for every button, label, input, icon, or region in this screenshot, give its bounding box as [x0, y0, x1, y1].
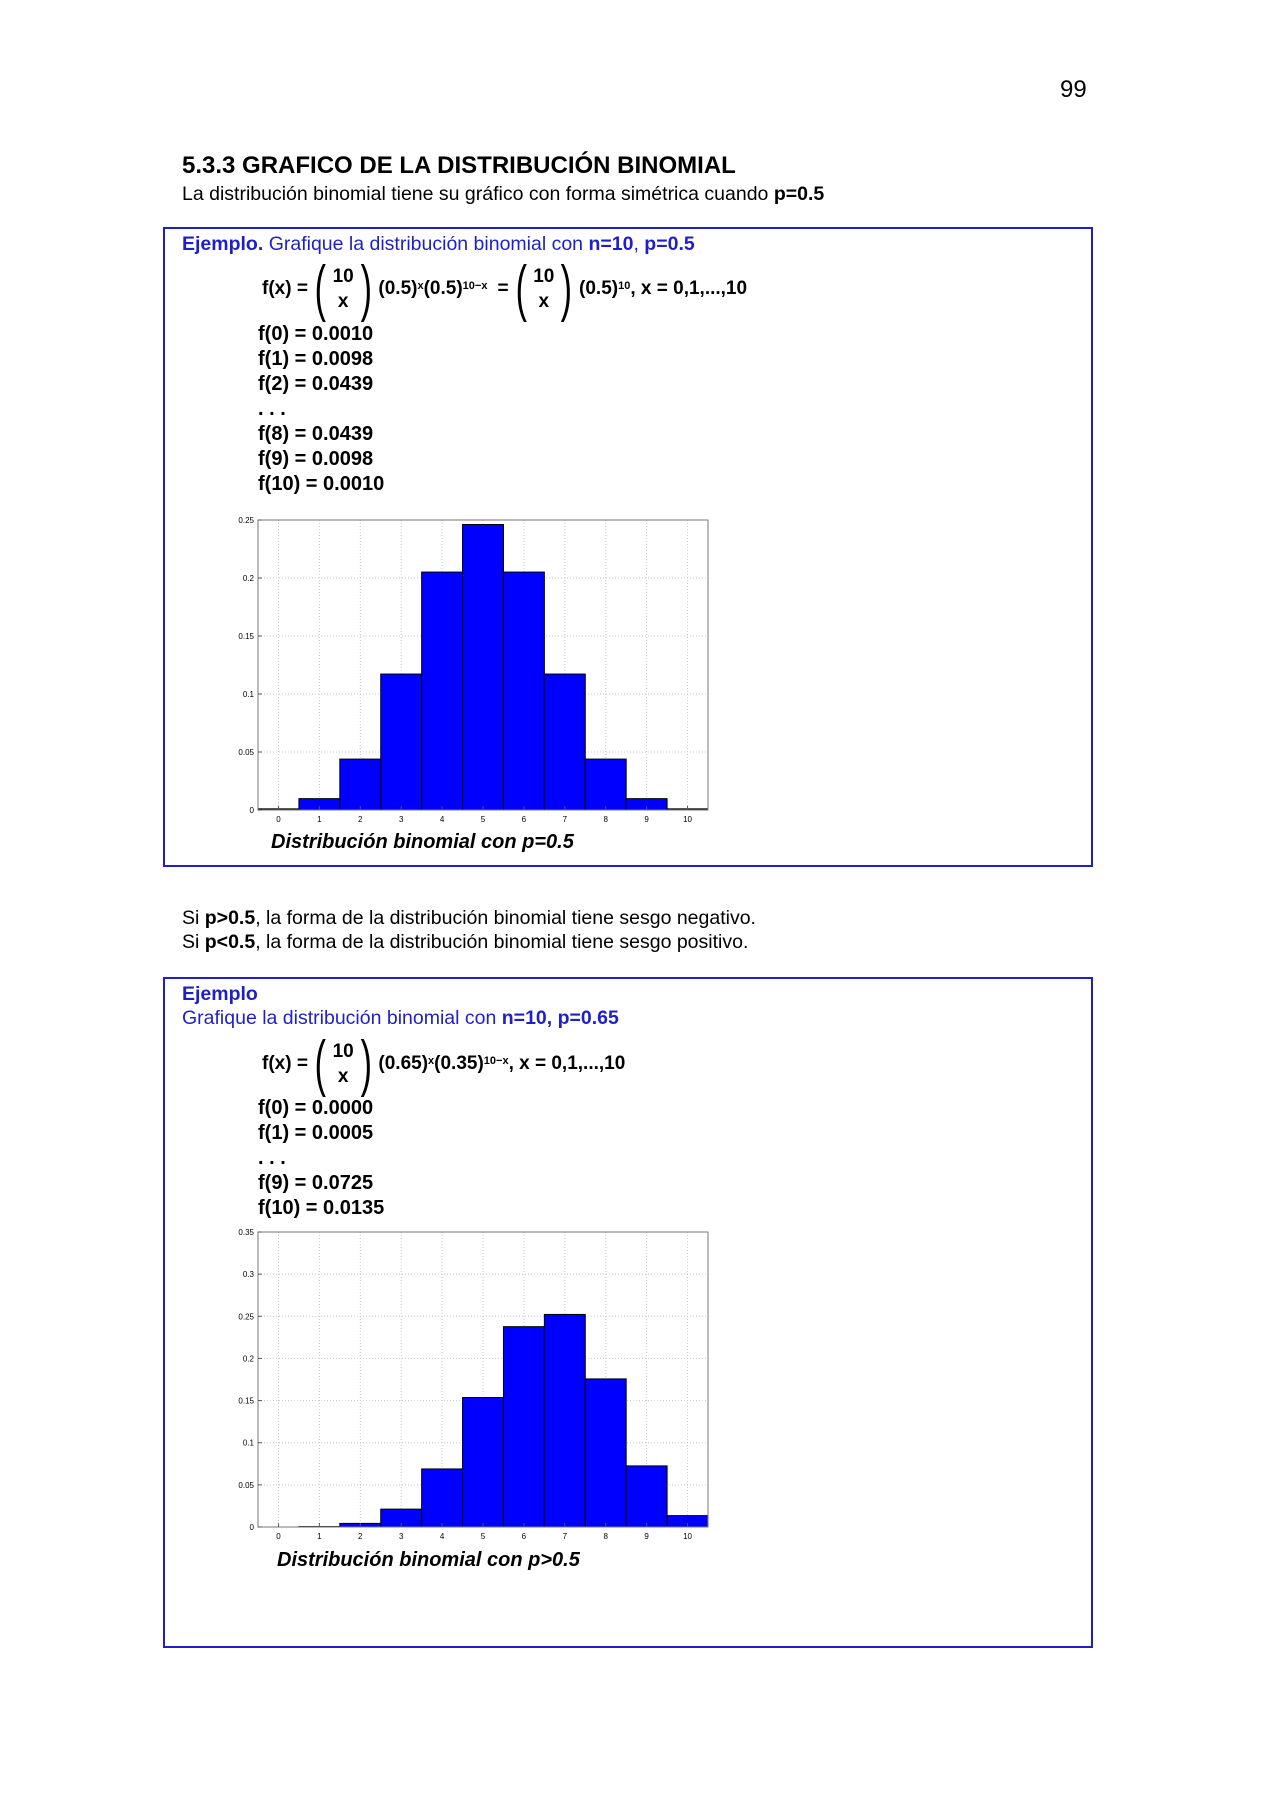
- skew2-b: p<0.5: [204, 931, 256, 953]
- bar-3: [381, 674, 422, 810]
- skew1-a: Si: [182, 907, 205, 929]
- value-line: f(9) = 0.0098: [258, 448, 374, 470]
- formula-exp1: x: [417, 280, 424, 292]
- y-tick-label: 0.05: [238, 748, 254, 757]
- binomial-coefficient: ( 10 x ): [314, 254, 372, 323]
- value-line: . . .: [258, 1147, 286, 1169]
- section-title: 5.3.3 GRAFICO DE LA DISTRIBUCIÓN BINOMIAL: [182, 152, 736, 179]
- y-tick-label: 0.2: [242, 1354, 254, 1364]
- page-number: 99: [1060, 76, 1087, 103]
- binom-top: 10: [332, 266, 354, 287]
- x-tick-label: 1: [317, 1532, 322, 1541]
- y-tick-label: 0: [249, 1523, 254, 1532]
- bar-9: [626, 1466, 667, 1527]
- x-tick-label: 5: [480, 1532, 486, 1541]
- x-tick-label: 3: [398, 815, 404, 824]
- example1-text: Grafique la distribución binomial con: [263, 233, 589, 255]
- x-tick-label: 5: [480, 815, 486, 824]
- bar-4: [422, 1469, 463, 1527]
- x-tick-label: 10: [683, 815, 692, 824]
- x-tick-label: 0: [276, 1532, 281, 1541]
- formula-term1: (0.5): [378, 278, 418, 299]
- example2-text: Grafique la distribución binomial con: [182, 1007, 502, 1029]
- y-tick-label: 0.05: [238, 1480, 254, 1490]
- example2-np: n=10, p=0.65: [501, 1007, 619, 1029]
- formula2-term2: (0.35): [434, 1053, 484, 1074]
- example1-label: Ejemplo.: [182, 233, 264, 255]
- bar-4: [422, 572, 463, 810]
- y-tick-label: 0.2: [242, 574, 254, 583]
- value-line: f(10) = 0.0135: [258, 1197, 385, 1219]
- binom-bottom: x: [337, 291, 349, 312]
- example2-caption: Distribución binomial con p>0.5: [277, 1549, 580, 1571]
- example1-n: n=10: [588, 233, 634, 255]
- intro-text: La distribución binomial tiene su gráfico con forma simétrica cuando: [182, 183, 774, 205]
- formula-term2: (0.5): [423, 278, 463, 299]
- formula-exp3: 10: [618, 280, 631, 292]
- x-tick-label: 7: [562, 1532, 568, 1541]
- bar-7: [544, 1314, 585, 1527]
- y-tick-label: 0.1: [242, 1438, 254, 1448]
- x-tick-label: 8: [603, 815, 608, 824]
- x-tick-label: 2: [358, 1532, 363, 1541]
- value-line: f(2) = 0.0439: [258, 373, 374, 395]
- skew1-c: , la forma de la distribución binomial tiene sesgo negativo.: [255, 907, 756, 929]
- formula2-tail: , x = 0,1,...,10: [508, 1053, 626, 1074]
- y-tick-label: 0.35: [238, 1228, 254, 1237]
- value-line: . . .: [258, 398, 286, 420]
- formula-eq: =: [497, 278, 509, 299]
- formula-term3: (0.5): [579, 278, 619, 299]
- bar-6: [503, 572, 544, 810]
- y-tick-label: 0.1: [242, 690, 254, 699]
- x-tick-label: 6: [521, 1532, 527, 1541]
- example2-label: Ejemplo: [182, 983, 258, 1005]
- value-line: f(0) = 0.0000: [258, 1097, 374, 1119]
- example2-heading: [182, 1007, 619, 1030]
- x-tick-label: 9: [644, 1532, 649, 1541]
- section-intro: [182, 183, 824, 206]
- value-line: f(8) = 0.0439: [258, 423, 374, 445]
- x-tick-label: 1: [317, 815, 322, 824]
- binomial-chart-p05: [228, 508, 718, 833]
- formula2-lhs: f(x) =: [262, 1053, 308, 1074]
- x-tick-label: 4: [439, 815, 445, 824]
- y-tick-label: 0.25: [238, 1312, 254, 1322]
- formula-tail: , x = 0,1,...,10: [630, 278, 748, 299]
- bar-8: [585, 759, 626, 810]
- x-tick-label: 9: [644, 815, 649, 824]
- formula-lhs: f(x) =: [262, 278, 308, 299]
- skew2-c: , la forma de la distribución binomial tiene sesgo positivo.: [255, 931, 749, 953]
- x-tick-label: 2: [358, 815, 363, 824]
- skew-line-1: [182, 907, 756, 930]
- formula2-exp2: 10−x: [483, 1055, 509, 1067]
- binom-bottom-2: x: [538, 291, 550, 312]
- value-line: f(10) = 0.0010: [258, 473, 385, 495]
- bar-8: [585, 1379, 626, 1527]
- y-tick-label: 0.25: [238, 516, 254, 525]
- x-tick-label: 3: [398, 1532, 404, 1541]
- y-tick-label: 0.15: [238, 1396, 254, 1406]
- x-tick-label: 4: [439, 1532, 445, 1541]
- y-tick-label: 0.15: [238, 632, 254, 641]
- x-tick-label: 8: [603, 1532, 608, 1541]
- x-tick-label: 6: [521, 815, 527, 824]
- value-line: f(9) = 0.0725: [258, 1172, 374, 1194]
- formula2-term1: (0.65): [378, 1053, 429, 1074]
- example1-comma: ,: [633, 233, 645, 255]
- example2-formula: [262, 1029, 626, 1098]
- value-line: f(0) = 0.0010: [258, 323, 374, 345]
- value-line: f(1) = 0.0005: [258, 1122, 374, 1144]
- example1-caption: Distribución binomial con p=0.5: [271, 831, 574, 853]
- bar-2: [340, 759, 381, 810]
- y-tick-label: 0: [249, 806, 254, 815]
- bar-5: [463, 1398, 504, 1527]
- binomial-coefficient-3: ( 10 x ): [314, 1029, 372, 1098]
- intro-bold: p=0.5: [773, 183, 825, 205]
- bar-5: [463, 525, 504, 810]
- x-tick-label: 10: [683, 1532, 692, 1541]
- example2-values: [258, 1096, 384, 1221]
- binomial-coefficient-2: ( 10 x ): [515, 254, 573, 323]
- example1-heading: [182, 233, 695, 256]
- formula-exp2: 10−x: [462, 280, 488, 292]
- bar-6: [503, 1327, 544, 1527]
- skew2-a: Si: [182, 931, 205, 953]
- binomial-chart-p065: [228, 1222, 718, 1552]
- y-tick-label: 0.3: [242, 1270, 254, 1280]
- skew1-b: p>0.5: [204, 907, 256, 929]
- formula2-exp1: x: [428, 1055, 435, 1067]
- example1-p: p=0.5: [644, 233, 695, 255]
- x-tick-label: 0: [276, 815, 281, 824]
- binom2-bottom: x: [337, 1066, 349, 1087]
- example1-values: [258, 322, 384, 497]
- binom2-top: 10: [332, 1041, 354, 1062]
- bar-7: [544, 674, 585, 810]
- skew-line-2: [182, 931, 748, 954]
- x-tick-label: 7: [562, 815, 568, 824]
- binom-top-2: 10: [533, 266, 555, 287]
- value-line: f(1) = 0.0098: [258, 348, 374, 370]
- example1-formula: [262, 254, 748, 323]
